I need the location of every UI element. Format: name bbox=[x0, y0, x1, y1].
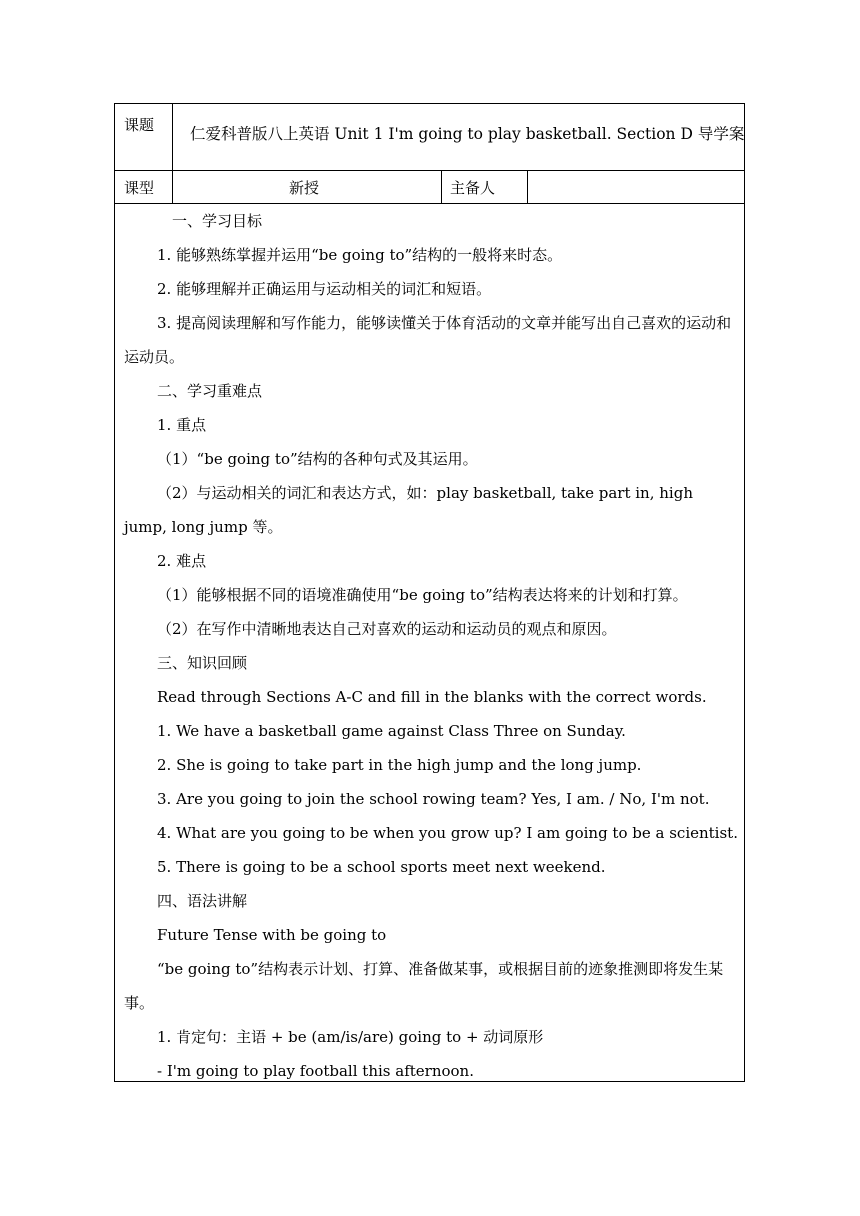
subheading: 2. 难点 bbox=[157, 552, 207, 570]
column-divider bbox=[172, 104, 173, 203]
point-item: （2）与运动相关的词汇和表达方式，如：play basketball, take part in, high jump, long jump 等。 bbox=[124, 484, 693, 536]
objective-item: 2. 能够理解并正确运用与运动相关的词汇和短语。 bbox=[157, 280, 492, 298]
objective-item: 3. 提高阅读理解和写作能力，能够读懂关于体育活动的文章并能写出自己喜欢的运动和运动员。 bbox=[124, 314, 732, 366]
point-item: （2）在写作中清晰地表达自己对喜欢的运动和运动员的观点和原因。 bbox=[157, 620, 617, 638]
review-sentence: 4. What are you going to be when you grow up? I am going to be a scientist. bbox=[157, 824, 738, 842]
row-divider bbox=[115, 170, 744, 171]
lesson-plan-table bbox=[114, 103, 745, 1082]
review-sentence: 2. She is going to take part in the high jump and the long jump. bbox=[157, 756, 642, 774]
review-sentence: 3. Are you going to join the school rowing team? Yes, I am. / No, I'm not. bbox=[157, 790, 710, 808]
example-sentence: - I'm going to play football this afternoon. bbox=[157, 1062, 474, 1080]
type-value: 新授 bbox=[289, 179, 320, 197]
point-item: （1）能够根据不同的语境准确使用“be going to”结构表达将来的计划和打算。 bbox=[157, 586, 688, 604]
subheading: 1. 重点 bbox=[157, 416, 207, 434]
section-heading: 二、学习重难点 bbox=[157, 382, 263, 400]
objective-item: 1. 能够熟练掌握并运用“be going to”结构的一般将来时态。 bbox=[157, 246, 563, 264]
point-item: （1）“be going to”结构的各种句式及其运用。 bbox=[157, 450, 478, 468]
topic-label: 课题 bbox=[124, 116, 155, 134]
topic-value: 仁爱科普版八上英语 Unit 1 I'm going to play basketball. Section D 导学案 bbox=[190, 125, 745, 143]
review-sentence: 1. We have a basketball game against Class Three on Sunday. bbox=[157, 722, 626, 740]
grammar-title: Future Tense with be going to bbox=[157, 926, 387, 944]
column-divider bbox=[527, 170, 528, 203]
preparer-label: 主备人 bbox=[450, 179, 496, 197]
grammar-rule: 1. 肯定句：主语 + be (am/is/are) going to + 动词原形 bbox=[157, 1028, 544, 1046]
review-sentence: 5. There is going to be a school sports meet next weekend. bbox=[157, 858, 606, 876]
section-heading: 三、知识回顾 bbox=[157, 654, 248, 672]
grammar-explanation: “be going to”结构表示计划、打算、准备做某事，或根据目前的迹象推测即将发生某事。 bbox=[124, 960, 724, 1012]
column-divider bbox=[441, 170, 442, 203]
section-heading: 一、学习目标 bbox=[172, 212, 263, 230]
guide-content bbox=[124, 204, 738, 1088]
instruction-text: Read through Sections A-C and fill in the blanks with the correct words. bbox=[157, 688, 707, 706]
type-label: 课型 bbox=[124, 179, 155, 197]
section-heading: 四、语法讲解 bbox=[157, 892, 248, 910]
